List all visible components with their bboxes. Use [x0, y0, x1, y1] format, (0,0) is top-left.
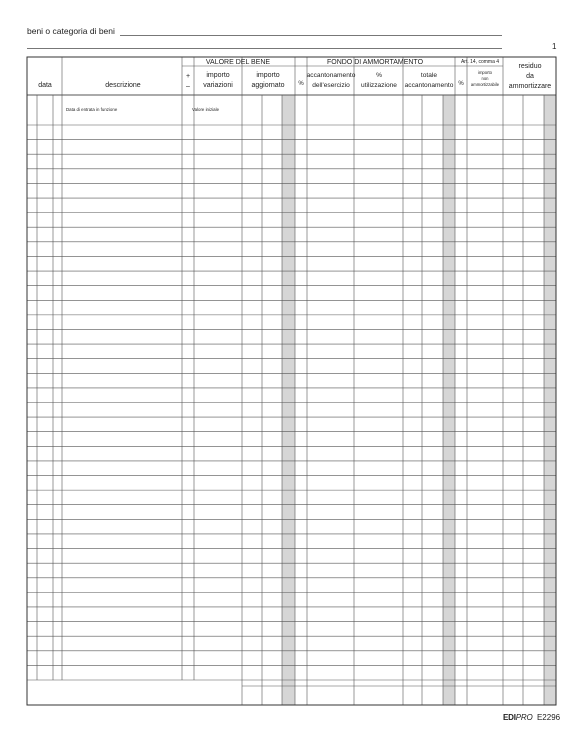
col-accant-label-1: accantonamento — [306, 72, 356, 79]
col-plus-label: + — [185, 73, 191, 80]
group-valore-label: VALORE DEL BENE — [205, 59, 271, 66]
page-number: 1 — [552, 42, 557, 51]
first-row-desc: Data di entrata in funzione — [66, 107, 118, 112]
footer-brand — [503, 707, 560, 725]
category-label: beni o categoria di beni — [27, 26, 115, 36]
col-totale-label-2: accantonamento — [404, 82, 454, 89]
col-descrizione-label: descrizione — [105, 82, 141, 89]
col-importo-agg-label-1: importo — [256, 72, 280, 79]
col-nonamm-label-2: non — [481, 76, 489, 81]
col-nonamm-label-3: ammortizzabile — [470, 82, 500, 87]
col-residuo-label-1: residuo — [518, 63, 542, 70]
shade-col-3 — [544, 95, 556, 705]
col-importo-var-label-1: importo — [206, 72, 230, 79]
brand-logo-bold: EDI — [503, 713, 516, 722]
brand-logo-light: PRO — [515, 713, 533, 722]
first-row-valore: Valore iniziale — [192, 107, 220, 112]
col-importo-agg-label-2: aggiornato — [251, 82, 285, 89]
col-util-label-1: % — [376, 72, 382, 79]
col-data-label: data — [38, 82, 52, 89]
col-residuo-label-3: ammortizzare — [508, 83, 552, 90]
col-totale-label-1: totale — [420, 72, 438, 79]
shade-col-2 — [443, 95, 455, 705]
col-importo-var-label-2: variazioni — [203, 82, 233, 89]
col-nonamm-label-1: importo — [478, 70, 492, 75]
col-minus-label: – — [186, 83, 190, 90]
col-residuo-label-2: da — [526, 73, 534, 80]
group-fondo-label: FONDO DI AMMORTAMENTO — [326, 59, 424, 66]
shade-col-1 — [282, 95, 295, 705]
col-util-label-2: utilizzazione — [361, 82, 397, 89]
group-art-label: Art. 14, comma 4 — [460, 59, 500, 65]
product-code: E2296 — [536, 713, 561, 722]
col-pct2-label: % — [458, 81, 464, 87]
col-pct1-label: % — [298, 81, 304, 87]
col-accant-label-2: dell'esercizio — [312, 82, 350, 89]
